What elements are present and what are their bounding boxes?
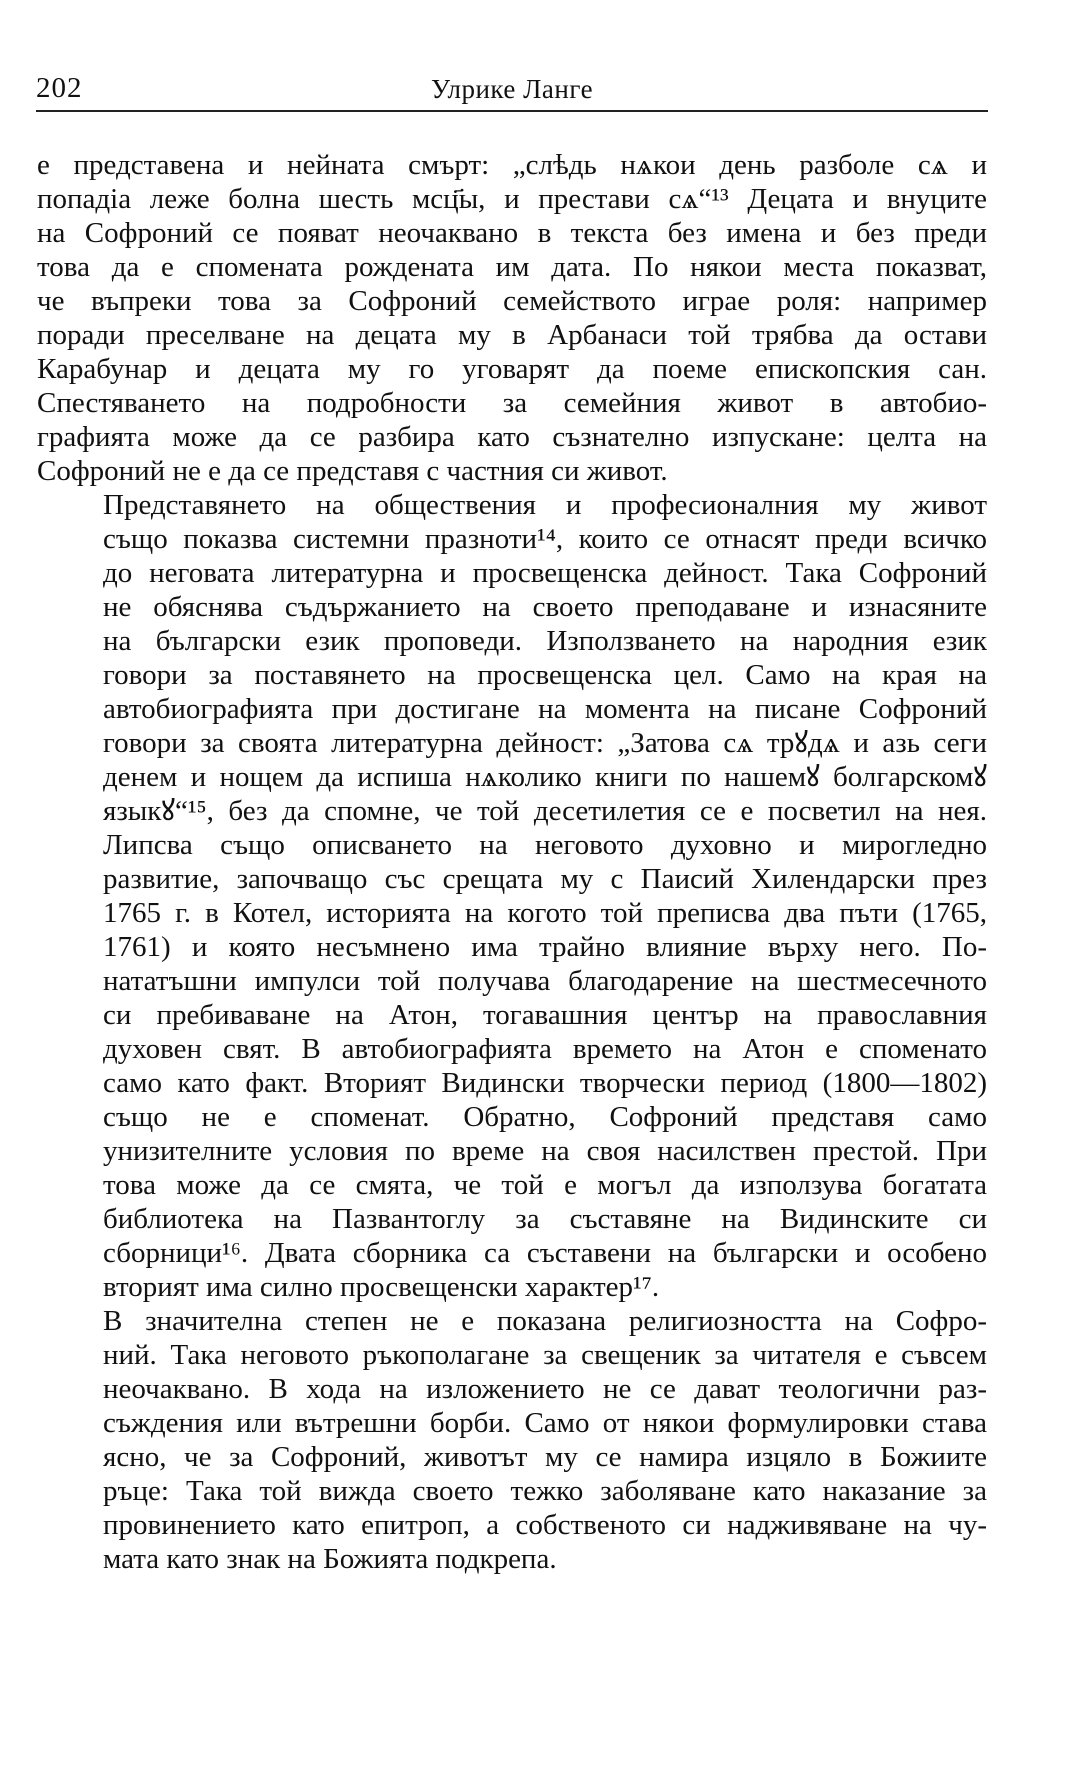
paragraph-1 — [37, 148, 987, 488]
text-line: не обяснява съдържанието на своето преподаване и изнасяните — [103, 591, 987, 623]
text-line: неочаквано. В хода на изложението не се дават теологични раз- — [103, 1373, 987, 1405]
text-line: Карабунар и децата му го уговарят да поеме епископския сан. — [37, 353, 987, 385]
running-head-author: Улрике Ланге — [430, 74, 594, 104]
text-line: това може да се смята, че той е могъл да използува богатата — [103, 1169, 987, 1201]
text-line: също показва системни празноти¹⁴, които се отнасят преди всичко — [103, 523, 987, 555]
text-line: Спестяването на подробности за семейния живот в автобио- — [37, 387, 987, 419]
text-line: ясно, че за Софроний, животът му се намира изцяло в Божиите — [103, 1441, 987, 1473]
text-line: мата като знак на Божията подкрепа. — [103, 1543, 557, 1575]
text-line: говори за своята литературна дейност: „Затова сѧ трꙋдѧ и азь сеги — [103, 727, 987, 759]
text-line: вторият има силно просвещенски характер¹⁷. — [103, 1271, 660, 1303]
text-line: библиотека на Пазвантоглу за съставяне на Видинските си — [103, 1203, 987, 1235]
text-line: само като факт. Вторият Видински творчески период (1800—1802) — [103, 1067, 987, 1099]
paragraph-3 — [37, 1304, 987, 1576]
text-line: на български език проповеди. Използването на народния език — [103, 625, 987, 657]
text-line: Липсва също описването на неговото духовно и мирогледно — [103, 829, 987, 861]
text-line: развитие, започващо със срещата му с Паисий Хилендарски през — [103, 863, 987, 895]
text-line: че въпреки това за Софроний семейството играе роля: например — [37, 285, 987, 317]
text-line: Софроний не е да се представя с частния си живот. — [37, 455, 668, 487]
body-text — [37, 148, 987, 1576]
text-line: 1761) и която несъмнено има трайно влияние върху него. По- — [103, 931, 987, 963]
text-line: Представянето на обществения и професионалния му живот — [103, 489, 987, 521]
text-line: сборници¹⁶. Двата сборника са съставени на български и особено — [103, 1237, 987, 1269]
page-number: 202 — [36, 72, 83, 104]
text-line: ний. Така неговото ръкополагане за свещеник за читателя е съвсем — [103, 1339, 987, 1371]
text-line: духовен свят. В автобиографията времето на Атон е споменато — [103, 1033, 987, 1065]
text-line: поради преселване на децата му в Арбанаси той трябва да остави — [37, 319, 987, 351]
paragraph-2 — [37, 488, 987, 1304]
text-line: това да е спомената рождената им дата. По някои места показват, — [37, 251, 987, 283]
text-line: е представена и нейната смърт: „слѣдь нѧкои день разболе сѧ и — [37, 149, 987, 181]
text-line: 1765 г. в Котел, историята на когото той преписва два пъти (1765, — [103, 897, 987, 929]
text-line: съждения или вътрешни борби. Само от някои формулировки става — [103, 1407, 987, 1439]
text-line: си пребиваване на Атон, тогавашния център на православния — [103, 999, 987, 1031]
text-line: говори за поставянето на просвещенска цел. Само на края на — [103, 659, 987, 691]
text-line: също не е споменат. Обратно, Софроний представя само — [103, 1101, 987, 1133]
text-line: ръце: Така той вижда своето тежко заболяване като наказание за — [103, 1475, 987, 1507]
text-line: попадiа леже болна шесть мсц҃ы, и престави сѧ“¹³ Децата и внуците — [37, 183, 987, 215]
text-line: В значителна степен не е показана религиозността на Софро- — [103, 1305, 987, 1337]
text-line: до неговата литературна и просвещенска дейност. Така Софроний — [103, 557, 987, 589]
text-line: автобиографията при достигане на момента на писане Софроний — [103, 693, 987, 725]
text-line: языкꙋ“¹⁵, без да спомне, че той десетилетия се е посветил на нея. — [103, 795, 987, 827]
page-header — [36, 70, 988, 112]
text-line: провинението като епитроп, а собственото си надживяване на чу- — [103, 1509, 987, 1541]
text-line: на Софроний се появат неочаквано в текста без имена и без преди — [37, 217, 987, 249]
text-line: денем и нощем да испиша нѧколико книги по нашемꙋ болгарскомꙋ — [103, 761, 987, 793]
text-line: нататъшни импулси той получава благодарение на шестмесечното — [103, 965, 987, 997]
text-line: унизителните условия по време на своя насилствен престой. При — [103, 1135, 987, 1167]
text-line: графията може да се разбира като съзнателно изпускане: целта на — [37, 421, 987, 453]
